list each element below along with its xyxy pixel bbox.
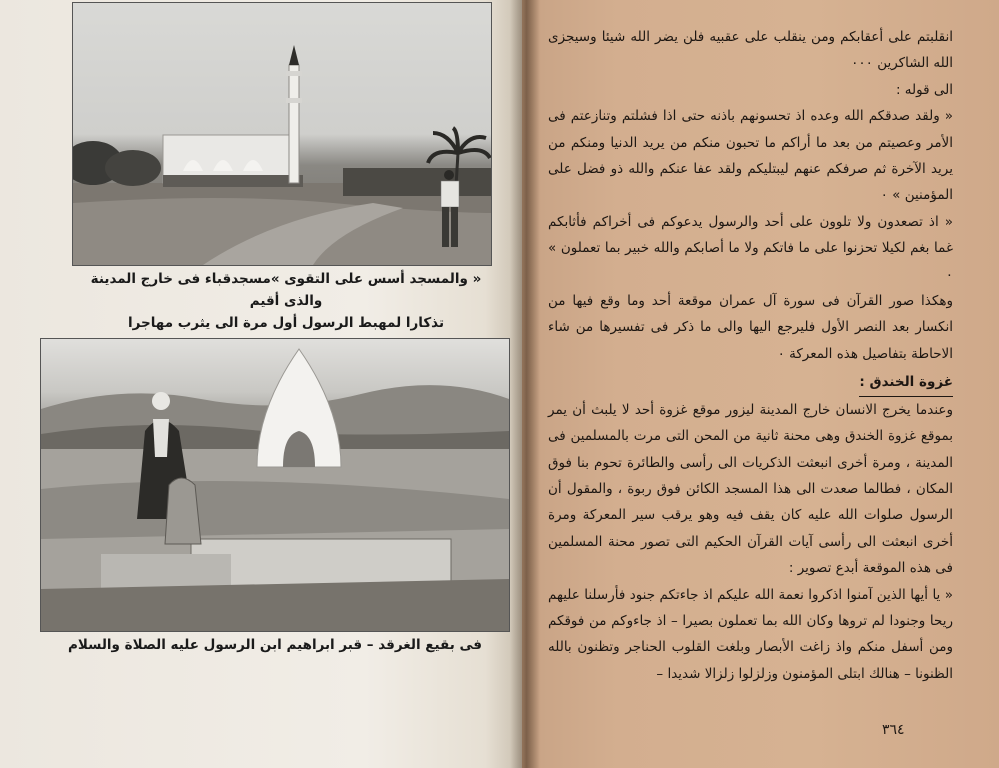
- grave-illustration: [41, 339, 509, 631]
- book-gutter: [510, 0, 540, 768]
- paragraph: وهكذا صور القرآن فى سورة آل عمران موقعة أحد وما وقع فيها من انكسار بعد النصر الأول فليرجع اليها والى ما ذكر فى تفسيرها من شاء الاحاطة بتفاصيل هذه المعركة ٠: [548, 293, 953, 362]
- mosque-photo: [72, 2, 492, 266]
- grave-caption: فى بقيع الغرقد – قبر ابراهيم ابن الرسول عليه الصلاة والسلام: [67, 637, 483, 653]
- paragraph: « ولقد صدقكم الله وعده اذ تحسونهم باذنه حتى اذا فشلتم وتنازعتم فى الأمر وعصيتم من بعد ما أراكم ما تحبون منكم من يريد الدنيا ومنكم من يريد الآخرة ثم صرفكم عنهم ليبتليكم ولقد عفا عنكم والله ذو فضل على المؤمنين » ٠: [548, 108, 953, 204]
- right-page-text: [548, 24, 953, 687]
- paragraph: « اذ تصعدون ولا تلوون على أحد والرسول يدعوكم فى أخراكم فأثابكم غما بغم لكيلا تحزنوا على ما فاتكم ولا ما أصابكم والله خبير بما تعملون » ٠: [548, 213, 953, 283]
- mosque-caption: [76, 268, 496, 334]
- paragraph: « يا أيها الذين آمنوا اذكروا نعمة الله عليكم اذ جاءتكم جنود فأرسلنا عليهم ريحا وجنودا لم تروها وكان الله بما تعملون بصيرا – اذ جاءوكم من فوقكم ومن أسفل منكم واذ زاغت الأبصار وبلغت القلوب الحناجر وتظنون بالله الظنونا – هنالك ابتلى المؤمنون وزلزلوا زلزالا شديدا –: [548, 586, 953, 682]
- grave-photo: [40, 338, 510, 632]
- paragraph: وعندما يخرج الانسان خارج المدينة ليزور موقع غزوة أحد لا يلبث أن يمر بموقع غزوة الخندق وهى محنة ثانية من المحن التى مرت بالمسلمين فى المدينة ، ومرة أخرى انبعثت الذكريات الى رأسى والطائرة تحوم بنا فوق المكان ، فطالما صعدت الى هذا المسجد الكائن فوق ربوة ، والمقول أن الرسول صلوات الله عليه كان يقف فيه وهو يرقب سير المعركة ومرة أخرى انبعثت الى رأسى آيات القرآن الحكيم التى تصور محنة المسلمين فى هذه الموقعة أبدع تصوير :: [548, 401, 953, 577]
- page-number: ٣٦٤: [882, 722, 905, 738]
- mosque-caption-line1: « والمسجد أسس على التقوى »مسجدقباء فى خارج المدينة والذى أقيم: [90, 271, 482, 309]
- mosque-illustration: [73, 3, 491, 265]
- paragraph: الى قوله :: [895, 81, 953, 98]
- paragraph: انقلبتم على أعقابكم ومن ينقلب على عقبيه فلن يضر الله شيئا وسيجزى الله الشاكرين ٠٠٠: [548, 29, 953, 72]
- mosque-caption-line2: تذكارا لمهبط الرسول أول مرة الى يثرب مهاجرا: [127, 315, 445, 331]
- section-heading: غزوة الخندق :: [859, 369, 953, 396]
